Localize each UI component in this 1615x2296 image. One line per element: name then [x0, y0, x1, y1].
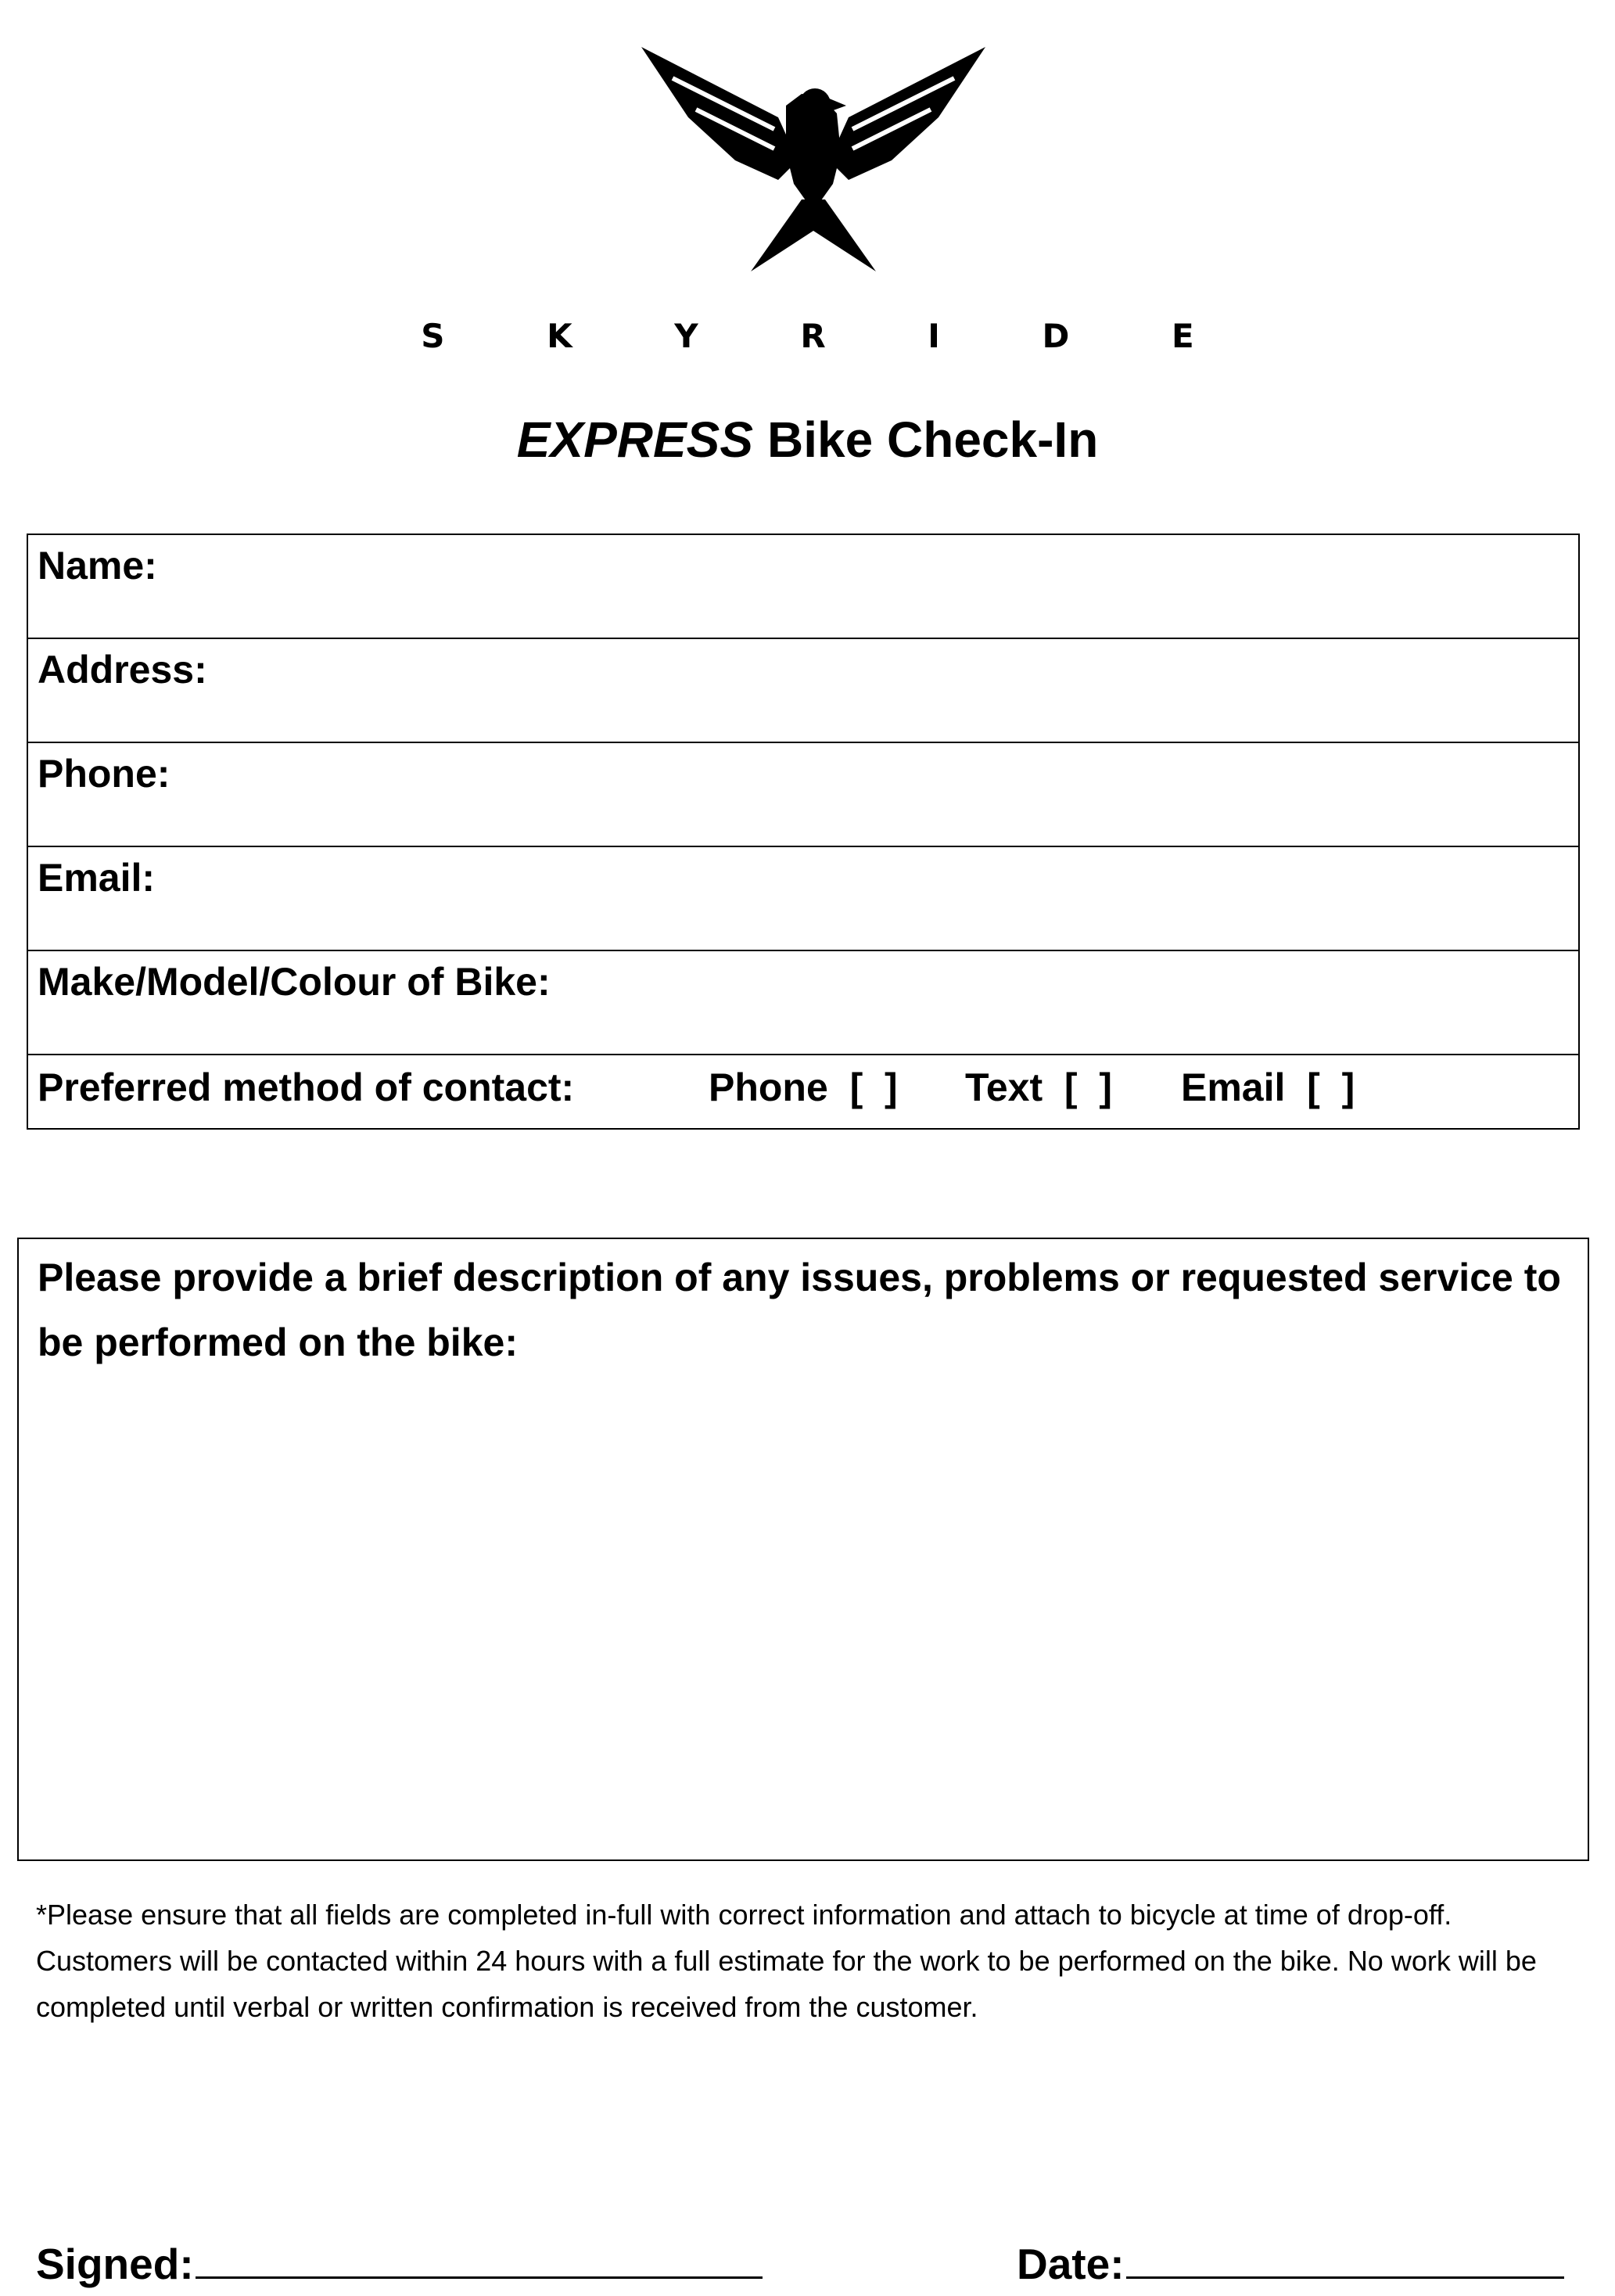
name-field[interactable]	[28, 535, 1578, 639]
email-label: Email:	[38, 856, 156, 900]
contact-option-phone-checkbox[interactable]: Phone [ ]	[709, 1065, 898, 1109]
title-emphasis: EXPRESS	[516, 411, 754, 468]
contact-option-email-checkbox[interactable]: Email [ ]	[1181, 1065, 1355, 1109]
date-field[interactable]	[1017, 2237, 1564, 2289]
terms-note: *Please ensure that all fields are completed in-full with correct information and attach to bicycle at time of drop-off. Customers will be contacted within 24 hours with a full estimate for the work to be performed on the bike. No work will be completed until verbal or written confirmation is received from the customer.	[36, 1899, 1537, 2023]
address-field[interactable]	[28, 639, 1578, 743]
page-title	[0, 411, 1615, 469]
bike-details-field[interactable]	[28, 951, 1578, 1055]
issue-description-box[interactable]	[17, 1238, 1589, 1861]
issue-description-prompt: Please provide a brief description of any issues, problems or requested service to be performed on the bike:	[38, 1256, 1561, 1364]
contact-method-row	[28, 1055, 1578, 1128]
contact-method-label: Preferred method of contact:	[38, 1065, 575, 1109]
phone-field[interactable]	[28, 743, 1578, 847]
title-text: Bike Check-In	[767, 411, 1099, 468]
signature-line[interactable]	[196, 2237, 763, 2279]
brand-name: S K Y R I D E	[421, 317, 1240, 355]
customer-info-table	[27, 534, 1580, 1130]
phone-label: Phone:	[38, 752, 170, 796]
signed-label: Signed:	[36, 2240, 194, 2288]
date-label: Date:	[1017, 2240, 1125, 2288]
email-field[interactable]	[28, 847, 1578, 951]
bike-details-label: Make/Model/Colour of Bike:	[38, 960, 551, 1004]
contact-option-text-checkbox[interactable]: Text [ ]	[965, 1065, 1112, 1109]
name-label: Name:	[38, 544, 157, 587]
skyride-eagle-logo-icon	[641, 43, 985, 278]
date-line[interactable]	[1126, 2237, 1564, 2279]
address-label: Address:	[38, 648, 207, 692]
signature-field[interactable]	[36, 2237, 763, 2289]
